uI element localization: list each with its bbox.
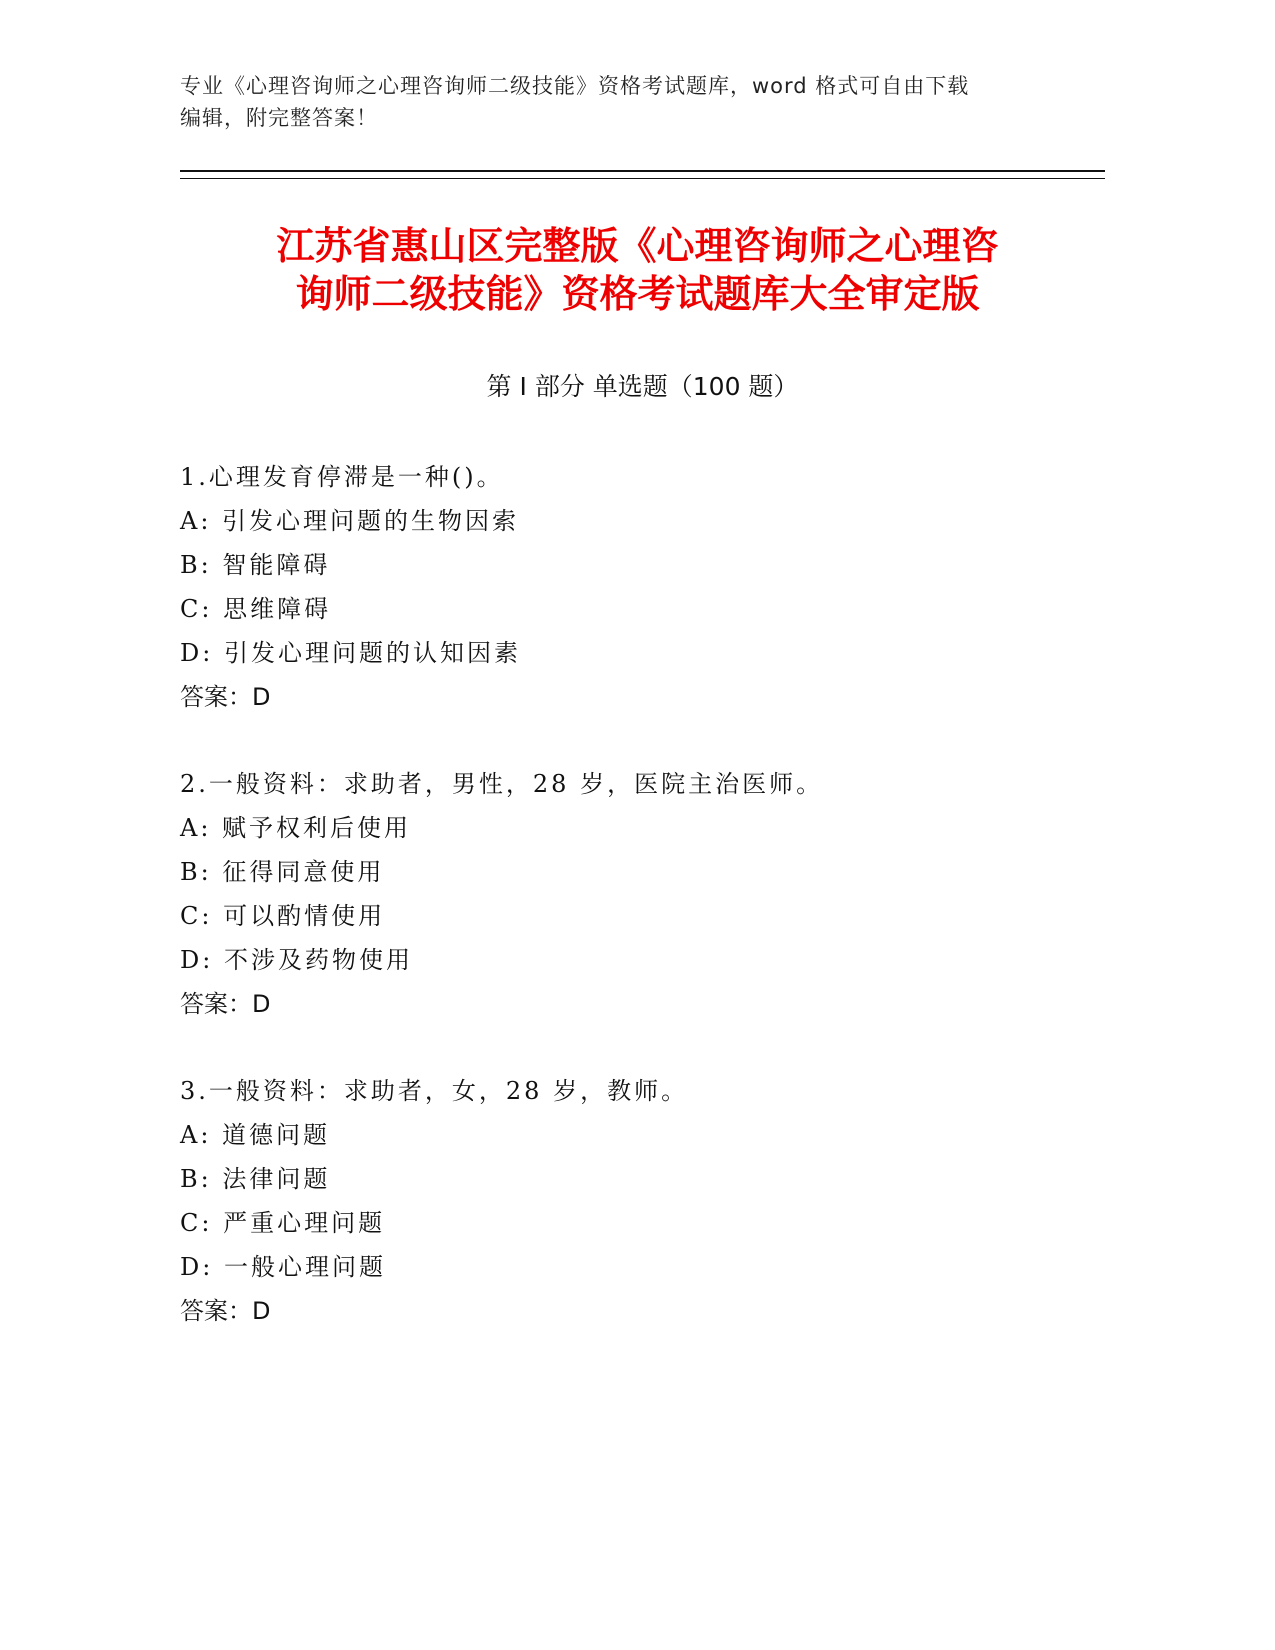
header-note	[180, 70, 1060, 134]
question-stem: 1.心理发育停滞是一种()。	[180, 463, 504, 491]
option-c: C: 可以酌情使用	[180, 902, 386, 930]
question-3	[180, 1069, 1105, 1333]
section-title: 第 I 部分 单选题（100 题）	[486, 372, 799, 401]
option-d: D: 不涉及药物使用	[180, 946, 413, 974]
document-title-line-2: 询师二级技能》资格考试题库大全审定版	[295, 272, 980, 316]
option-d: D: 引发心理问题的认知因素	[180, 639, 521, 667]
option-b: B: 法律问题	[180, 1165, 331, 1193]
question-stem: 2.一般资料：求助者，男性，28 岁，医院主治医师。	[180, 770, 824, 798]
question-list	[180, 455, 1105, 1376]
header-note-line-1: 专业《心理咨询师之心理咨询师二级技能》资格考试题库，word 格式可自由下载	[180, 74, 970, 98]
header-divider	[180, 170, 1105, 179]
document-title	[160, 222, 1115, 318]
option-d: D: 一般心理问题	[180, 1253, 386, 1281]
answer-label: 答案：D	[180, 1297, 271, 1325]
option-c: C: 思维障碍	[180, 595, 332, 623]
question-2	[180, 762, 1105, 1026]
option-a: A: 引发心理问题的生物因索	[180, 507, 520, 535]
option-a: A: 道德问题	[180, 1121, 331, 1149]
answer-label: 答案：D	[180, 683, 271, 711]
option-b: B: 征得同意使用	[180, 858, 385, 886]
answer-label: 答案：D	[180, 990, 271, 1018]
option-a: A: 赋予权利后使用	[180, 814, 412, 842]
option-c: C: 严重心理问题	[180, 1209, 386, 1237]
document-title-line-1: 江苏省惠山区完整版《心理咨询师之心理咨	[276, 224, 999, 268]
question-1	[180, 455, 1105, 719]
option-b: B: 智能障碍	[180, 551, 331, 579]
question-stem: 3.一般资料：求助者，女，28 岁，教师。	[180, 1077, 689, 1105]
header-note-line-2: 编辑，附完整答案！	[180, 106, 378, 130]
